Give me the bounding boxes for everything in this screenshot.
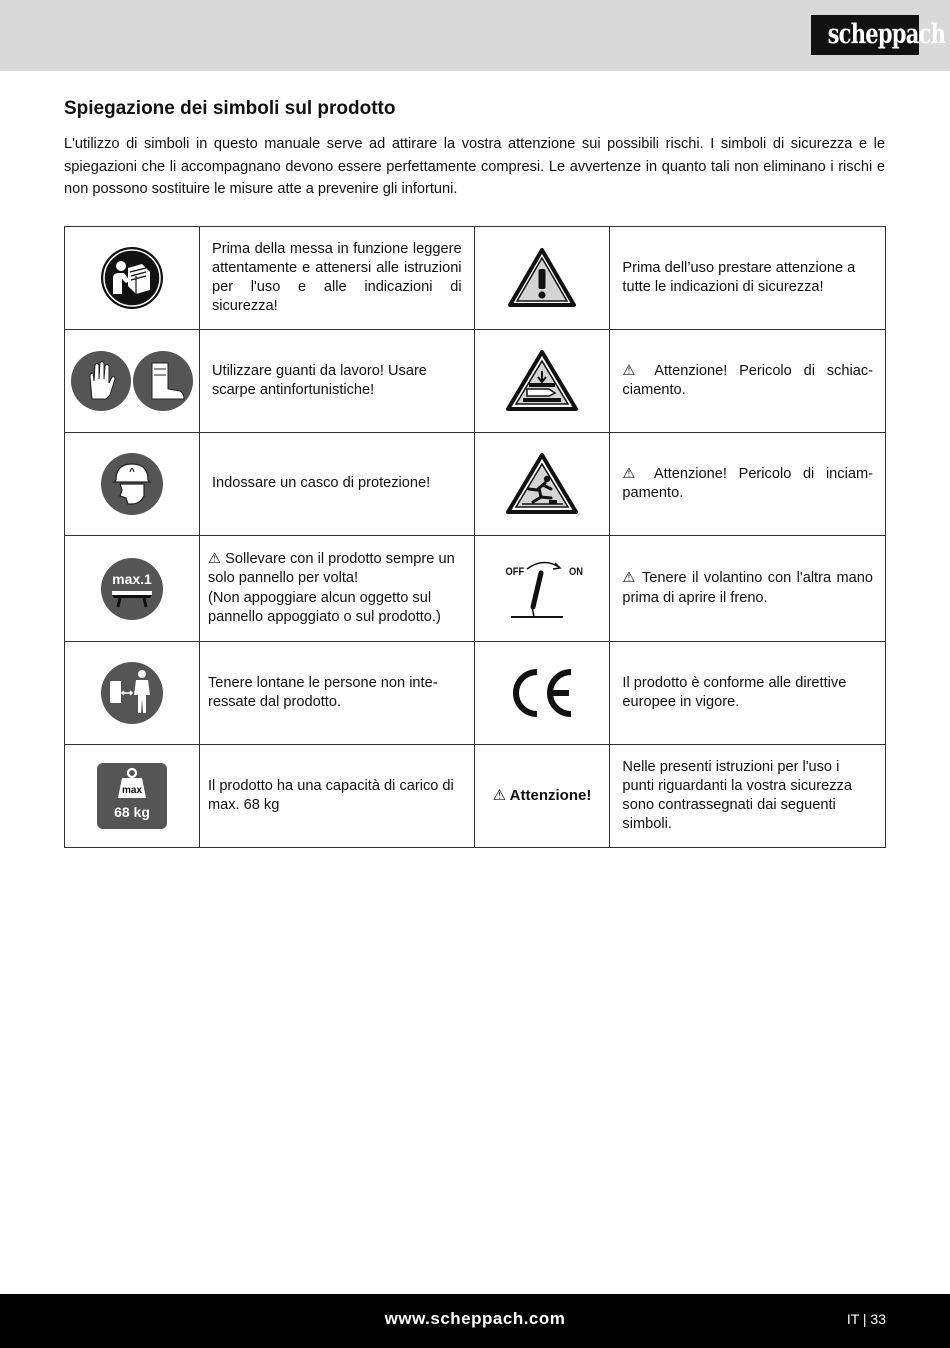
symbol-description: ⚠ Sollevare con il prodotto sempre un solo pannello per volta! (Non appoggiare alcun oggetto sul pannello appoggiato o sul prodotto.)	[199, 536, 474, 642]
keep-persons-away-icon	[100, 661, 164, 725]
symbol-cell	[474, 433, 610, 536]
symbol-cell	[65, 227, 200, 330]
tripping-hazard-icon	[505, 452, 579, 516]
symbol-cell	[474, 745, 610, 848]
max-weight-value: 68 kg	[114, 804, 150, 820]
page-footer	[0, 1294, 950, 1348]
table-row	[65, 536, 886, 642]
symbol-cell	[65, 536, 200, 642]
page-number: IT | 33	[846, 1311, 886, 1327]
symbols-table	[64, 226, 886, 848]
symbol-cell	[65, 330, 200, 433]
symbol-cell	[65, 745, 200, 848]
symbol-cell	[65, 642, 200, 745]
brand-logo: scheppach	[811, 15, 919, 55]
table-row	[65, 433, 886, 536]
attention-label: ⚠ Attenzione!	[492, 786, 592, 804]
read-manual-icon	[100, 246, 164, 310]
symbol-description: Indossare un casco di protezione!	[199, 433, 474, 536]
page-title: Spiegazione dei simboli sul prodotto	[64, 98, 396, 119]
symbol-cell	[474, 536, 610, 642]
page-header	[0, 0, 950, 71]
table-row	[65, 642, 886, 745]
gloves-and-boots-icon	[70, 349, 194, 413]
symbol-description: Utilizzare guanti da lavoro! Usare scarpe antinfortunistiche!	[199, 330, 474, 433]
max-load-weight-icon	[96, 762, 168, 830]
ce-mark-icon	[507, 667, 577, 719]
footer-url[interactable]: www.scheppach.com	[384, 1309, 566, 1328]
max-one-label: max.1	[112, 570, 152, 587]
handwheel-off-on-icon	[497, 557, 587, 621]
symbol-description: Prima dell’uso prestare attenzione a tutte le indicazioni di sicurezza!	[610, 227, 886, 330]
symbol-description: Tenere lontane le persone non interessate dal prodotto.	[199, 642, 474, 745]
off-label: OFF	[505, 565, 525, 578]
symbol-description: ⚠ Tenere il volantino con l'altra mano prima di aprire il freno.	[610, 536, 886, 642]
table-row	[65, 227, 886, 330]
symbol-cell	[474, 330, 610, 433]
intro-paragraph: L'utilizzo di simboli in questo manuale serve ad attirare la vostra attenzione sui possibili rischi. I simboli di sicurezza e le spiegazioni che li accompagnano devono essere perfettamente compresi. Le avvertenze in quanto tali non eliminano i rischi e non possono sostituire le misure atte a prevenire gli infortuni.	[64, 136, 885, 197]
symbol-cell	[474, 642, 610, 745]
symbol-description: Prima della messa in funzione leggere attentamente e attenersi alle istruzioni per l'uso e alle indicazioni di sicurezza!	[199, 227, 474, 330]
symbol-description: ⚠ Attenzione! Pericolo di inciampamento.	[610, 433, 886, 536]
table-row	[65, 330, 886, 433]
crushing-hazard-icon	[505, 349, 579, 413]
table-row	[65, 745, 886, 848]
hard-hat-icon	[100, 452, 164, 516]
symbol-cell	[474, 227, 610, 330]
max-label: max	[121, 785, 142, 796]
symbol-cell	[65, 433, 200, 536]
symbol-description: ⚠ Attenzione! Pericolo di schiacciamento.	[610, 330, 886, 433]
symbol-description: Il prodotto ha una capacità di carico di max. 68 kg	[199, 745, 474, 848]
general-warning-icon	[507, 247, 577, 309]
on-label: ON	[569, 565, 584, 578]
symbol-description: Nelle presenti istruzioni per l'uso i punti riguardanti la vostra sicurezza sono contrassegnati dai seguenti simboli.	[610, 745, 886, 848]
max-one-panel-icon	[100, 557, 164, 621]
symbol-description: Il prodotto è conforme alle direttive europee in vigore.	[610, 642, 886, 745]
